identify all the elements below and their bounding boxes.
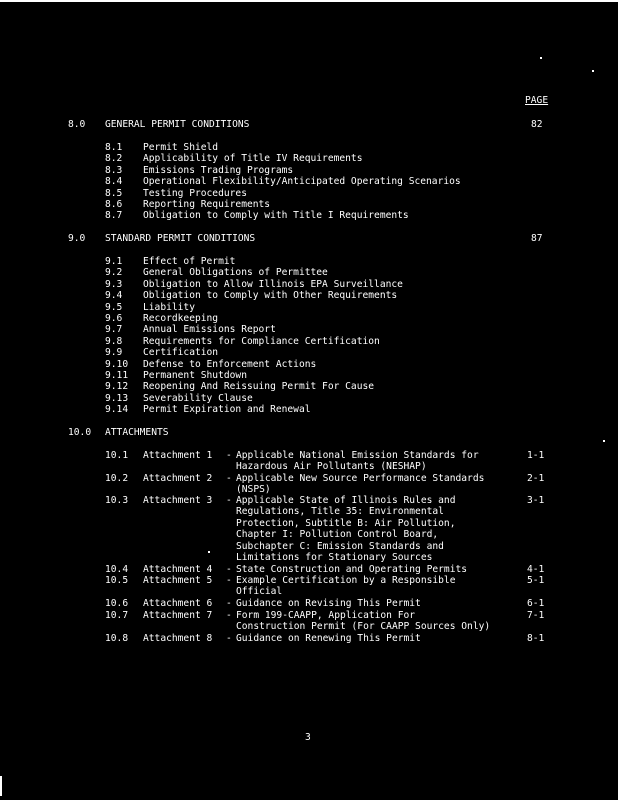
attachment-number: 10.3 <box>105 495 129 506</box>
item-number: 8.4 <box>105 176 123 188</box>
item-title: Permit Shield <box>143 142 219 153</box>
attachment-description <box>236 610 521 633</box>
attachment-page: 8-1 <box>527 633 545 644</box>
attachment-page: 4-1 <box>527 564 545 575</box>
item-title: Certification <box>143 347 219 359</box>
description-line: Hazardous Air Pollutants (NESHAP) <box>236 461 427 473</box>
attachment-entry <box>0 575 618 598</box>
toc-item <box>0 370 618 381</box>
attachment-page: 1-1 <box>527 450 545 461</box>
dash: - <box>226 473 232 484</box>
attachment-label: Attachment 6 <box>143 598 213 609</box>
dash: - <box>226 450 232 461</box>
section-title: ATTACHMENTS <box>105 427 169 438</box>
toc-item <box>0 404 618 415</box>
attachment-number: 10.4 <box>105 564 129 575</box>
page-number: 3 <box>305 732 311 743</box>
attachment-description <box>236 450 521 473</box>
speck <box>603 440 605 442</box>
toc-item <box>0 153 618 164</box>
toc-item <box>0 381 618 392</box>
description-line: Guidance on Renewing This Permit <box>236 633 421 644</box>
dash: - <box>226 495 232 506</box>
item-title: Effect of Permit <box>143 256 236 267</box>
toc-section <box>0 233 618 415</box>
dash: - <box>226 610 232 621</box>
description-line: Limitations for Stationary Sources <box>236 552 433 564</box>
toc-item <box>0 313 618 324</box>
description-line: Subchapter C: Emission Standards and <box>236 540 444 552</box>
attachment-label: Attachment 3 <box>143 495 213 506</box>
attachment-description <box>236 575 521 598</box>
dash: - <box>226 564 232 575</box>
item-title: Defense to Enforcement Actions <box>143 358 317 370</box>
attachment-description <box>236 564 521 575</box>
description-line: Regulations, Title 35: Environmental <box>236 506 444 518</box>
edge-mark <box>0 776 2 796</box>
item-title: Operational Flexibility/Anticipated Operating Scenarios <box>143 176 461 188</box>
attachment-number: 10.6 <box>105 598 129 609</box>
attachment-label: Attachment 2 <box>143 473 213 484</box>
description-line: Guidance on Revising This Permit <box>236 598 421 609</box>
item-title: Reopening And Reissuing Permit For Cause <box>143 381 375 393</box>
description-line: Form 199-CAAPP, Application For <box>236 610 416 621</box>
item-number: 8.1 <box>105 142 123 153</box>
dash: - <box>226 598 232 609</box>
attachment-page: 7-1 <box>527 610 545 621</box>
item-title: Applicability of Title IV Requirements <box>143 153 363 165</box>
item-number: 9.14 <box>105 404 129 416</box>
description-line: Applicable State of Illinois Rules and <box>236 495 456 506</box>
attachment-page: 5-1 <box>527 575 545 586</box>
speck <box>592 70 594 72</box>
toc-item <box>0 199 618 210</box>
item-number: 8.5 <box>105 187 123 199</box>
item-title: Requirements for Compliance Certification <box>143 335 380 347</box>
description-line: Construction Permit (For CAAPP Sources Only) <box>236 621 491 633</box>
toc-item <box>0 165 618 176</box>
toc-item <box>0 142 618 153</box>
item-title: Reporting Requirements <box>143 198 271 210</box>
toc-item <box>0 347 618 358</box>
item-number: 9.5 <box>105 301 123 313</box>
page-column-header: PAGE <box>525 95 549 106</box>
item-number: 9.11 <box>105 369 129 381</box>
toc-item <box>0 188 618 199</box>
toc-item <box>0 267 618 278</box>
item-number: 9.9 <box>105 347 123 359</box>
item-number: 9.6 <box>105 312 123 324</box>
item-number: 9.10 <box>105 358 129 370</box>
description-line: Applicable National Emission Standards for <box>236 450 479 461</box>
toc-item <box>0 393 618 404</box>
description-line: State Construction and Operating Permits <box>236 564 468 575</box>
attachment-description <box>236 633 521 644</box>
description-line: Applicable New Source Performance Standards <box>236 473 485 484</box>
item-number: 9.4 <box>105 290 123 302</box>
attachment-entry <box>0 495 618 564</box>
item-number: 9.13 <box>105 392 129 404</box>
toc-item <box>0 279 618 290</box>
attachment-label: Attachment 7 <box>143 610 213 621</box>
attachment-label: Attachment 5 <box>143 575 213 586</box>
description-line: (NSPS) <box>236 484 271 496</box>
toc-item <box>0 256 618 267</box>
item-number: 9.2 <box>105 267 123 279</box>
attachment-description <box>236 473 521 496</box>
attachment-number: 10.5 <box>105 575 129 586</box>
section-title: GENERAL PERMIT CONDITIONS <box>105 119 250 130</box>
section-title: STANDARD PERMIT CONDITIONS <box>105 233 256 244</box>
attachment-entry <box>0 598 618 610</box>
item-title: Recordkeeping <box>143 312 219 324</box>
toc-item <box>0 290 618 301</box>
toc-section-attachments <box>0 427 618 439</box>
description-line: Example Certification by a Responsible <box>236 575 456 586</box>
item-title: Permanent Shutdown <box>143 369 247 381</box>
attachment-entry <box>0 473 618 496</box>
description-line: Official <box>236 586 283 598</box>
attachment-entry <box>0 610 618 633</box>
speck <box>540 57 542 59</box>
item-title: Obligation to Allow Illinois EPA Surveillance <box>143 278 403 290</box>
item-number: 9.7 <box>105 324 123 336</box>
section-page: 87 <box>531 233 543 244</box>
attachment-number: 10.7 <box>105 610 129 621</box>
item-title: Annual Emissions Report <box>143 324 276 336</box>
toc-item <box>0 210 618 221</box>
attachment-page: 6-1 <box>527 598 545 609</box>
attachment-entry <box>0 633 618 645</box>
description-line: Chapter I: Pollution Control Board, <box>236 529 439 541</box>
top-border <box>0 0 618 2</box>
toc-item <box>0 324 618 335</box>
item-title: Obligation to Comply with Title I Requirements <box>143 210 409 222</box>
item-number: 9.12 <box>105 381 129 393</box>
attachment-description <box>236 598 521 609</box>
toc-item <box>0 302 618 313</box>
section-number: 8.0 <box>68 119 86 130</box>
toc-section <box>0 119 618 222</box>
dash: - <box>226 633 232 644</box>
attachment-number: 10.1 <box>105 450 129 461</box>
section-number: 10.0 <box>68 427 92 438</box>
item-title: Liability <box>143 301 195 313</box>
item-title: Emissions Trading Programs <box>143 164 294 176</box>
section-page: 82 <box>531 119 543 130</box>
description-line: Protection, Subtitle B: Air Pollution, <box>236 517 456 529</box>
item-title: Testing Procedures <box>143 187 247 199</box>
item-title: General Obligations of Permittee <box>143 267 328 279</box>
section-number: 9.0 <box>68 233 86 244</box>
toc-item <box>0 336 618 347</box>
item-number: 9.3 <box>105 278 123 290</box>
dash: - <box>226 575 232 586</box>
toc-item <box>0 359 618 370</box>
attachment-number: 10.2 <box>105 473 129 484</box>
attachment-number: 10.8 <box>105 633 129 644</box>
item-number: 8.7 <box>105 210 123 222</box>
attachment-page: 2-1 <box>527 473 545 484</box>
attachment-label: Attachment 4 <box>143 564 213 575</box>
item-number: 8.2 <box>105 153 123 165</box>
item-title: Severability Clause <box>143 392 253 404</box>
item-number: 9.8 <box>105 335 123 347</box>
attachment-label: Attachment 1 <box>143 450 213 461</box>
item-number: 8.3 <box>105 164 123 176</box>
item-title: Permit Expiration and Renewal <box>143 404 311 416</box>
toc-item <box>0 176 618 187</box>
attachment-label: Attachment 8 <box>143 633 213 644</box>
attachment-page: 3-1 <box>527 495 545 506</box>
item-number: 8.6 <box>105 198 123 210</box>
attachment-entry <box>0 450 618 473</box>
attachment-description <box>236 495 521 563</box>
item-title: Obligation to Comply with Other Requirements <box>143 290 398 302</box>
item-number: 9.1 <box>105 256 123 267</box>
